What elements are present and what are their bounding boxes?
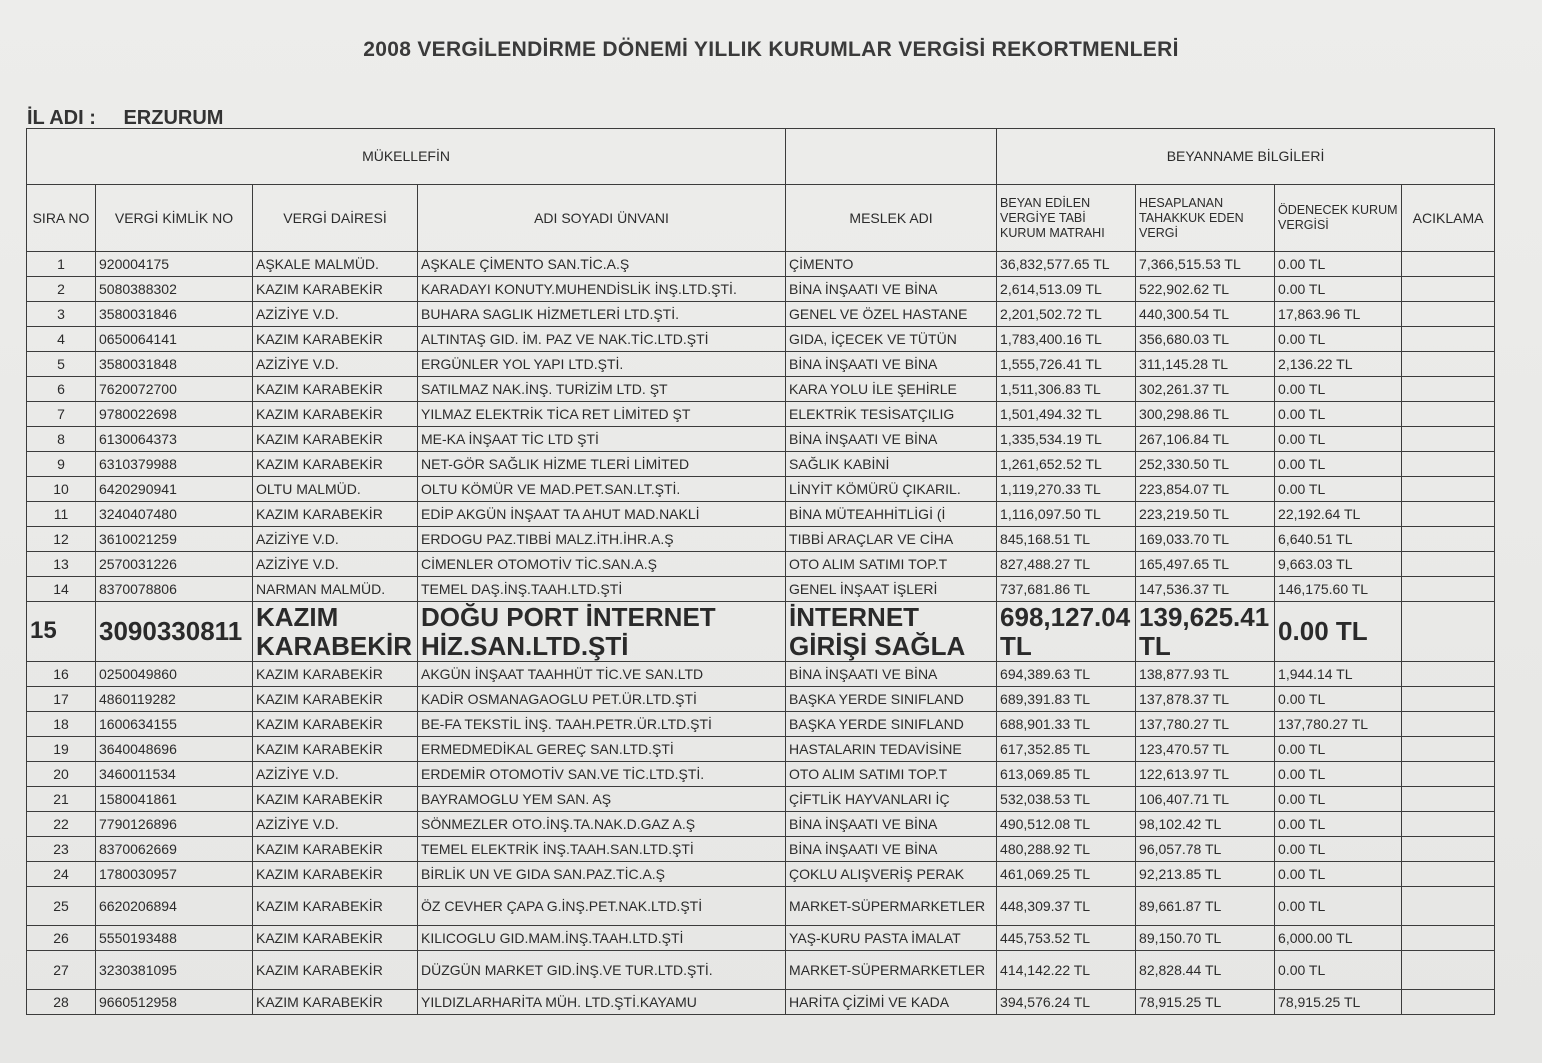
daire-cell: AZİZİYE V.D. [253,762,418,787]
table-row [27,787,1495,812]
meslek-cell: SAĞLIK KABİNİ [786,452,997,477]
tahakkuk-cell: 522,902.62 TL [1136,277,1275,302]
odenecek-cell: 6,640.51 TL [1275,527,1402,552]
meslek-cell: BİNA İNŞAATI VE BİNA [786,812,997,837]
tahakkuk-cell: 356,680.03 TL [1136,327,1275,352]
group-header-beyanname: BEYANNAME BİLGİLERİ [997,129,1495,185]
tahakkuk-cell: 122,613.97 TL [1136,762,1275,787]
vkn-cell: 9660512958 [96,990,253,1015]
odenecek-cell: 0.00 TL [1275,602,1402,662]
aciklama-cell [1402,452,1495,477]
daire-cell: KAZIM KARABEKİR [253,862,418,887]
odenecek-cell: 17,863.96 TL [1275,302,1402,327]
tahakkuk-cell: 7,366,515.53 TL [1136,252,1275,277]
meslek-cell: BİNA İNŞAATI VE BİNA [786,837,997,862]
aciklama-cell [1402,837,1495,862]
matrah-cell: 1,511,306.83 TL [997,377,1136,402]
tahakkuk-cell: 89,150.70 TL [1136,926,1275,951]
odenecek-cell: 6,000.00 TL [1275,926,1402,951]
aciklama-cell [1402,887,1495,926]
matrah-cell: 737,681.86 TL [997,577,1136,602]
sira-cell: 1 [27,252,96,277]
meslek-cell: MARKET-SÜPERMARKETLER [786,951,997,990]
unvan-cell: ME-KA İNŞAAT TİC LTD ŞTİ [418,427,786,452]
col-header-aciklama: ACIKLAMA [1402,185,1495,252]
aciklama-cell [1402,402,1495,427]
aciklama-cell [1402,552,1495,577]
odenecek-cell: 0.00 TL [1275,951,1402,990]
meslek-cell: BİNA İNŞAATI VE BİNA [786,277,997,302]
daire-cell: KAZIM KARABEKİR [253,602,418,662]
odenecek-cell: 0.00 TL [1275,737,1402,762]
province-line [27,107,223,130]
meslek-cell: BİNA İNŞAATI VE BİNA [786,352,997,377]
aciklama-cell [1402,762,1495,787]
table-row [27,837,1495,862]
odenecek-cell: 0.00 TL [1275,252,1402,277]
vkn-cell: 0250049860 [96,662,253,687]
daire-cell: KAZIM KARABEKİR [253,377,418,402]
unvan-cell: BE-FA TEKSTİL İNŞ. TAAH.PETR.ÜR.LTD.ŞTİ [418,712,786,737]
sira-cell: 2 [27,277,96,302]
vkn-cell: 4860119282 [96,687,253,712]
daire-cell: AZİZİYE V.D. [253,302,418,327]
odenecek-cell: 9,663.03 TL [1275,552,1402,577]
aciklama-cell [1402,662,1495,687]
aciklama-cell [1402,477,1495,502]
matrah-cell: 480,288.92 TL [997,837,1136,862]
col-header-vkn: VERGİ KİMLİK NO [96,185,253,252]
matrah-cell: 1,335,534.19 TL [997,427,1136,452]
sira-cell: 19 [27,737,96,762]
aciklama-cell [1402,377,1495,402]
unvan-cell: KADİR OSMANAGAOGLU PET.ÜR.LTD.ŞTİ [418,687,786,712]
odenecek-cell: 0.00 TL [1275,402,1402,427]
sira-cell: 10 [27,477,96,502]
odenecek-cell: 0.00 TL [1275,837,1402,862]
aciklama-cell [1402,277,1495,302]
matrah-cell: 414,142.22 TL [997,951,1136,990]
sira-cell: 3 [27,302,96,327]
daire-cell: KAZIM KARABEKİR [253,887,418,926]
odenecek-cell: 22,192.64 TL [1275,502,1402,527]
table-row [27,926,1495,951]
odenecek-cell: 137,780.27 TL [1275,712,1402,737]
matrah-cell: 36,832,577.65 TL [997,252,1136,277]
daire-cell: KAZIM KARABEKİR [253,837,418,862]
table-row [27,427,1495,452]
meslek-cell: HASTALARIN TEDAVİSİNE [786,737,997,762]
unvan-cell: BİRLİK UN VE GIDA SAN.PAZ.TİC.A.Ş [418,862,786,887]
aciklama-cell [1402,951,1495,990]
tahakkuk-cell: 267,106.84 TL [1136,427,1275,452]
meslek-cell: İNTERNET GİRİŞİ SAĞLA [786,602,997,662]
tahakkuk-cell: 92,213.85 TL [1136,862,1275,887]
table-row [27,377,1495,402]
odenecek-cell: 0.00 TL [1275,377,1402,402]
unvan-cell: SÖNMEZLER OTO.İNŞ.TA.NAK.D.GAZ A.Ş [418,812,786,837]
daire-cell: AZİZİYE V.D. [253,812,418,837]
meslek-cell: BAŞKA YERDE SINIFLAND [786,687,997,712]
odenecek-cell: 0.00 TL [1275,887,1402,926]
vkn-cell: 3240407480 [96,502,253,527]
aciklama-cell [1402,812,1495,837]
vkn-cell: 6620206894 [96,887,253,926]
tahakkuk-cell: 223,219.50 TL [1136,502,1275,527]
sira-cell: 13 [27,552,96,577]
table-row [27,862,1495,887]
unvan-cell: DOĞU PORT İNTERNET HİZ.SAN.LTD.ŞTİ [418,602,786,662]
unvan-cell: ÖZ CEVHER ÇAPA G.İNŞ.PET.NAK.LTD.ŞTİ [418,887,786,926]
sira-cell: 4 [27,327,96,352]
col-header-tahakkuk: HESAPLANAN TAHAKKUK EDEN VERGİ [1136,185,1275,252]
daire-cell: KAZIM KARABEKİR [253,662,418,687]
vkn-cell: 1780030957 [96,862,253,887]
tahakkuk-cell: 165,497.65 TL [1136,552,1275,577]
vkn-cell: 1580041861 [96,787,253,812]
vkn-cell: 7790126896 [96,812,253,837]
vkn-cell: 5550193488 [96,926,253,951]
daire-cell: KAZIM KARABEKİR [253,277,418,302]
vkn-cell: 3230381095 [96,951,253,990]
unvan-cell: ERDEMİR OTOMOTİV SAN.VE TİC.LTD.ŞTİ. [418,762,786,787]
daire-cell: NARMAN MALMÜD. [253,577,418,602]
meslek-cell: BİNA İNŞAATI VE BİNA [786,427,997,452]
aciklama-cell [1402,862,1495,887]
tahakkuk-cell: 440,300.54 TL [1136,302,1275,327]
matrah-cell: 613,069.85 TL [997,762,1136,787]
sira-cell: 9 [27,452,96,477]
vkn-cell: 3460011534 [96,762,253,787]
vkn-cell: 8370078806 [96,577,253,602]
daire-cell: KAZIM KARABEKİR [253,712,418,737]
unvan-cell: KILICOGLU GID.MAM.İNŞ.TAAH.LTD.ŞTİ [418,926,786,951]
matrah-cell: 845,168.51 TL [997,527,1136,552]
vkn-cell: 6130064373 [96,427,253,452]
sira-cell: 15 [27,602,96,662]
unvan-cell: NET-GÖR SAĞLIK HİZME TLERİ LİMİTED [418,452,786,477]
matrah-cell: 1,501,494.32 TL [997,402,1136,427]
odenecek-cell: 0.00 TL [1275,862,1402,887]
daire-cell: KAZIM KARABEKİR [253,402,418,427]
sira-cell: 24 [27,862,96,887]
matrah-cell: 2,201,502.72 TL [997,302,1136,327]
table-row [27,887,1495,926]
matrah-cell: 445,753.52 TL [997,926,1136,951]
sira-cell: 5 [27,352,96,377]
tahakkuk-cell: 137,878.37 TL [1136,687,1275,712]
sira-cell: 8 [27,427,96,452]
aciklama-cell [1402,787,1495,812]
aciklama-cell [1402,352,1495,377]
aciklama-cell [1402,502,1495,527]
matrah-cell: 1,555,726.41 TL [997,352,1136,377]
sira-cell: 18 [27,712,96,737]
vkn-cell: 6310379988 [96,452,253,477]
daire-cell: AZİZİYE V.D. [253,552,418,577]
table-row [27,302,1495,327]
unvan-cell: CİMENLER OTOMOTİV TİC.SAN.A.Ş [418,552,786,577]
col-header-matrah: BEYAN EDİLEN VERGİYE TABİ KURUM MATRAHI [997,185,1136,252]
aciklama-cell [1402,602,1495,662]
aciklama-cell [1402,577,1495,602]
table-row [27,602,1495,662]
matrah-cell: 617,352.85 TL [997,737,1136,762]
daire-cell: AZİZİYE V.D. [253,527,418,552]
matrah-cell: 694,389.63 TL [997,662,1136,687]
tahakkuk-cell: 78,915.25 TL [1136,990,1275,1015]
unvan-cell: SATILMAZ NAK.İNŞ. TURİZİM LTD. ŞT [418,377,786,402]
table-row [27,352,1495,377]
aciklama-cell [1402,687,1495,712]
col-header-meslek: MESLEK ADI [786,185,997,252]
unvan-cell: ERDOGU PAZ.TIBBİ MALZ.İTH.İHR.A.Ş [418,527,786,552]
aciklama-cell [1402,327,1495,352]
group-header-mukellef: MÜKELLEFİN [27,129,786,185]
table-body [27,252,1495,1015]
aciklama-cell [1402,252,1495,277]
sira-cell: 17 [27,687,96,712]
matrah-cell: 532,038.53 TL [997,787,1136,812]
odenecek-cell: 0.00 TL [1275,762,1402,787]
unvan-cell: TEMEL ELEKTRİK İNŞ.TAAH.SAN.LTD.ŞTİ [418,837,786,862]
meslek-cell: OTO ALIM SATIMI TOP.T [786,552,997,577]
odenecek-cell: 0.00 TL [1275,812,1402,837]
tahakkuk-cell: 137,780.27 TL [1136,712,1275,737]
matrah-cell: 827,488.27 TL [997,552,1136,577]
table-row [27,712,1495,737]
sira-cell: 11 [27,502,96,527]
unvan-cell: ERMEDMEDİKAL GEREÇ SAN.LTD.ŞTİ [418,737,786,762]
vkn-cell: 7620072700 [96,377,253,402]
vkn-cell: 3090330811 [96,602,253,662]
aciklama-cell [1402,712,1495,737]
table-row [27,990,1495,1015]
tahakkuk-cell: 138,877.93 TL [1136,662,1275,687]
daire-cell: KAZIM KARABEKİR [253,951,418,990]
sira-cell: 21 [27,787,96,812]
odenecek-cell: 1,944.14 TL [1275,662,1402,687]
daire-cell: KAZIM KARABEKİR [253,737,418,762]
province-value: ERZURUM [123,107,224,129]
tahakkuk-cell: 252,330.50 TL [1136,452,1275,477]
unvan-cell: OLTU KÖMÜR VE MAD.PET.SAN.LT.ŞTİ. [418,477,786,502]
sira-cell: 14 [27,577,96,602]
tahakkuk-cell: 169,033.70 TL [1136,527,1275,552]
meslek-cell: TIBBİ ARAÇLAR VE CİHA [786,527,997,552]
table-row [27,327,1495,352]
col-header-sira: SIRA NO [27,185,96,252]
odenecek-cell: 0.00 TL [1275,427,1402,452]
province-label: İL ADI : [27,107,96,129]
tahakkuk-cell: 123,470.57 TL [1136,737,1275,762]
meslek-cell: GENEL İNŞAAT İŞLERİ [786,577,997,602]
sira-cell: 26 [27,926,96,951]
matrah-cell: 448,309.37 TL [997,887,1136,926]
vkn-cell: 920004175 [96,252,253,277]
matrah-cell: 688,901.33 TL [997,712,1136,737]
daire-cell: AZİZİYE V.D. [253,352,418,377]
tahakkuk-cell: 302,261.37 TL [1136,377,1275,402]
table-row [27,762,1495,787]
unvan-cell: DÜZGÜN MARKET GID.İNŞ.VE TUR.LTD.ŞTİ. [418,951,786,990]
unvan-cell: BAYRAMOGLU YEM SAN. AŞ [418,787,786,812]
unvan-cell: YILMAZ ELEKTRİK TİCA RET LİMİTED ŞT [418,402,786,427]
vkn-cell: 0650064141 [96,327,253,352]
meslek-cell: BAŞKA YERDE SINIFLAND [786,712,997,737]
daire-cell: KAZIM KARABEKİR [253,687,418,712]
table-row [27,577,1495,602]
tahakkuk-cell: 96,057.78 TL [1136,837,1275,862]
aciklama-cell [1402,302,1495,327]
aciklama-cell [1402,527,1495,552]
tahakkuk-cell: 82,828.44 TL [1136,951,1275,990]
vkn-cell: 8370062669 [96,837,253,862]
meslek-cell: KARA YOLU İLE ŞEHİRLE [786,377,997,402]
tahakkuk-cell: 223,854.07 TL [1136,477,1275,502]
matrah-cell: 461,069.25 TL [997,862,1136,887]
tahakkuk-cell: 147,536.37 TL [1136,577,1275,602]
meslek-cell: OTO ALIM SATIMI TOP.T [786,762,997,787]
sira-cell: 7 [27,402,96,427]
unvan-cell: KARADAYI KONUTY.MUHENDİSLİK İNŞ.LTD.ŞTİ. [418,277,786,302]
tahakkuk-cell: 98,102.42 TL [1136,812,1275,837]
col-header-unvan: ADI SOYADI ÜNVANI [418,185,786,252]
matrah-cell: 1,261,652.52 TL [997,452,1136,477]
unvan-cell: ERGÜNLER YOL YAPI LTD.ŞTİ. [418,352,786,377]
table-row [27,527,1495,552]
document-title: 2008 VERGİLENDİRME DÖNEMİ YILLIK KURUMLAR VERGİSİ REKORTMENLERİ [363,38,1179,61]
tahakkuk-cell: 139,625.41 TL [1136,602,1275,662]
daire-cell: KAZIM KARABEKİR [253,502,418,527]
daire-cell: KAZIM KARABEKİR [253,990,418,1015]
odenecek-cell: 0.00 TL [1275,787,1402,812]
aciklama-cell [1402,427,1495,452]
sira-cell: 20 [27,762,96,787]
col-header-daire: VERGİ DAİRESİ [253,185,418,252]
sira-cell: 22 [27,812,96,837]
matrah-cell: 1,119,270.33 TL [997,477,1136,502]
meslek-cell: ELEKTRİK TESİSATÇILIG [786,402,997,427]
table-row [27,812,1495,837]
meslek-cell: ÇOKLU ALIŞVERİŞ PERAK [786,862,997,887]
matrah-cell: 689,391.83 TL [997,687,1136,712]
daire-cell: KAZIM KARABEKİR [253,427,418,452]
matrah-cell: 490,512.08 TL [997,812,1136,837]
vkn-cell: 3610021259 [96,527,253,552]
meslek-cell: ÇİMENTO [786,252,997,277]
odenecek-cell: 146,175.60 TL [1275,577,1402,602]
meslek-cell: BİNA MÜTEAHHİTLİGİ (İ [786,502,997,527]
matrah-cell: 2,614,513.09 TL [997,277,1136,302]
table-row [27,252,1495,277]
odenecek-cell: 2,136.22 TL [1275,352,1402,377]
vkn-cell: 9780022698 [96,402,253,427]
table-row [27,951,1495,990]
odenecek-cell: 0.00 TL [1275,327,1402,352]
sira-cell: 12 [27,527,96,552]
unvan-cell: ALTINTAŞ GID. İM. PAZ VE NAK.TİC.LTD.ŞTİ [418,327,786,352]
tahakkuk-cell: 106,407.71 TL [1136,787,1275,812]
vkn-cell: 3640048696 [96,737,253,762]
unvan-cell: BUHARA SAGLIK HİZMETLERİ LTD.ŞTİ. [418,302,786,327]
vkn-cell: 3580031848 [96,352,253,377]
sira-cell: 6 [27,377,96,402]
meslek-cell: LİNYİT KÖMÜRÜ ÇIKARIL. [786,477,997,502]
sira-cell: 25 [27,887,96,926]
tahakkuk-cell: 89,661.87 TL [1136,887,1275,926]
table-row [27,687,1495,712]
matrah-cell: 394,576.24 TL [997,990,1136,1015]
table-row [27,737,1495,762]
table-row [27,477,1495,502]
vkn-cell: 1600634155 [96,712,253,737]
odenecek-cell: 0.00 TL [1275,452,1402,477]
daire-cell: KAZIM KARABEKİR [253,926,418,951]
tahakkuk-cell: 311,145.28 TL [1136,352,1275,377]
aciklama-cell [1402,737,1495,762]
table-row [27,452,1495,477]
meslek-cell: HARİTA ÇİZİMİ VE KADA [786,990,997,1015]
vkn-cell: 6420290941 [96,477,253,502]
table-row [27,502,1495,527]
vkn-cell: 3580031846 [96,302,253,327]
table-row [27,552,1495,577]
table-row [27,277,1495,302]
col-header-odenecek: ÖDENECEK KURUM VERGİSİ [1275,185,1402,252]
sira-cell: 16 [27,662,96,687]
table-row [27,402,1495,427]
daire-cell: KAZIM KARABEKİR [253,327,418,352]
odenecek-cell: 0.00 TL [1275,687,1402,712]
unvan-cell: EDİP AKGÜN İNŞAAT TA AHUT MAD.NAKLİ [418,502,786,527]
unvan-cell: TEMEL DAŞ.İNŞ.TAAH.LTD.ŞTİ [418,577,786,602]
aciklama-cell [1402,926,1495,951]
daire-cell: KAZIM KARABEKİR [253,452,418,477]
vkn-cell: 5080388302 [96,277,253,302]
matrah-cell: 1,116,097.50 TL [997,502,1136,527]
unvan-cell: AKGÜN İNŞAAT TAAHHÜT TİC.VE SAN.LTD [418,662,786,687]
sira-cell: 23 [27,837,96,862]
group-header-spacer [786,129,997,185]
meslek-cell: MARKET-SÜPERMARKETLER [786,887,997,926]
daire-cell: KAZIM KARABEKİR [253,787,418,812]
tax-records-table [26,128,1495,1015]
sira-cell: 28 [27,990,96,1015]
odenecek-cell: 0.00 TL [1275,277,1402,302]
table-row [27,662,1495,687]
daire-cell: AŞKALE MALMÜD. [253,252,418,277]
odenecek-cell: 78,915.25 TL [1275,990,1402,1015]
odenecek-cell: 0.00 TL [1275,477,1402,502]
meslek-cell: ÇİFTLİK HAYVANLARI İÇ [786,787,997,812]
meslek-cell: GIDA, İÇECEK VE TÜTÜN [786,327,997,352]
unvan-cell: YILDIZLARHARİTA MÜH. LTD.ŞTİ.KAYAMU [418,990,786,1015]
vkn-cell: 2570031226 [96,552,253,577]
tahakkuk-cell: 300,298.86 TL [1136,402,1275,427]
meslek-cell: YAŞ-KURU PASTA İMALAT [786,926,997,951]
matrah-cell: 698,127.04 TL [997,602,1136,662]
unvan-cell: AŞKALE ÇİMENTO SAN.TİC.A.Ş [418,252,786,277]
matrah-cell: 1,783,400.16 TL [997,327,1136,352]
daire-cell: OLTU MALMÜD. [253,477,418,502]
meslek-cell: GENEL VE ÖZEL HASTANE [786,302,997,327]
sira-cell: 27 [27,951,96,990]
aciklama-cell [1402,990,1495,1015]
meslek-cell: BİNA İNŞAATI VE BİNA [786,662,997,687]
